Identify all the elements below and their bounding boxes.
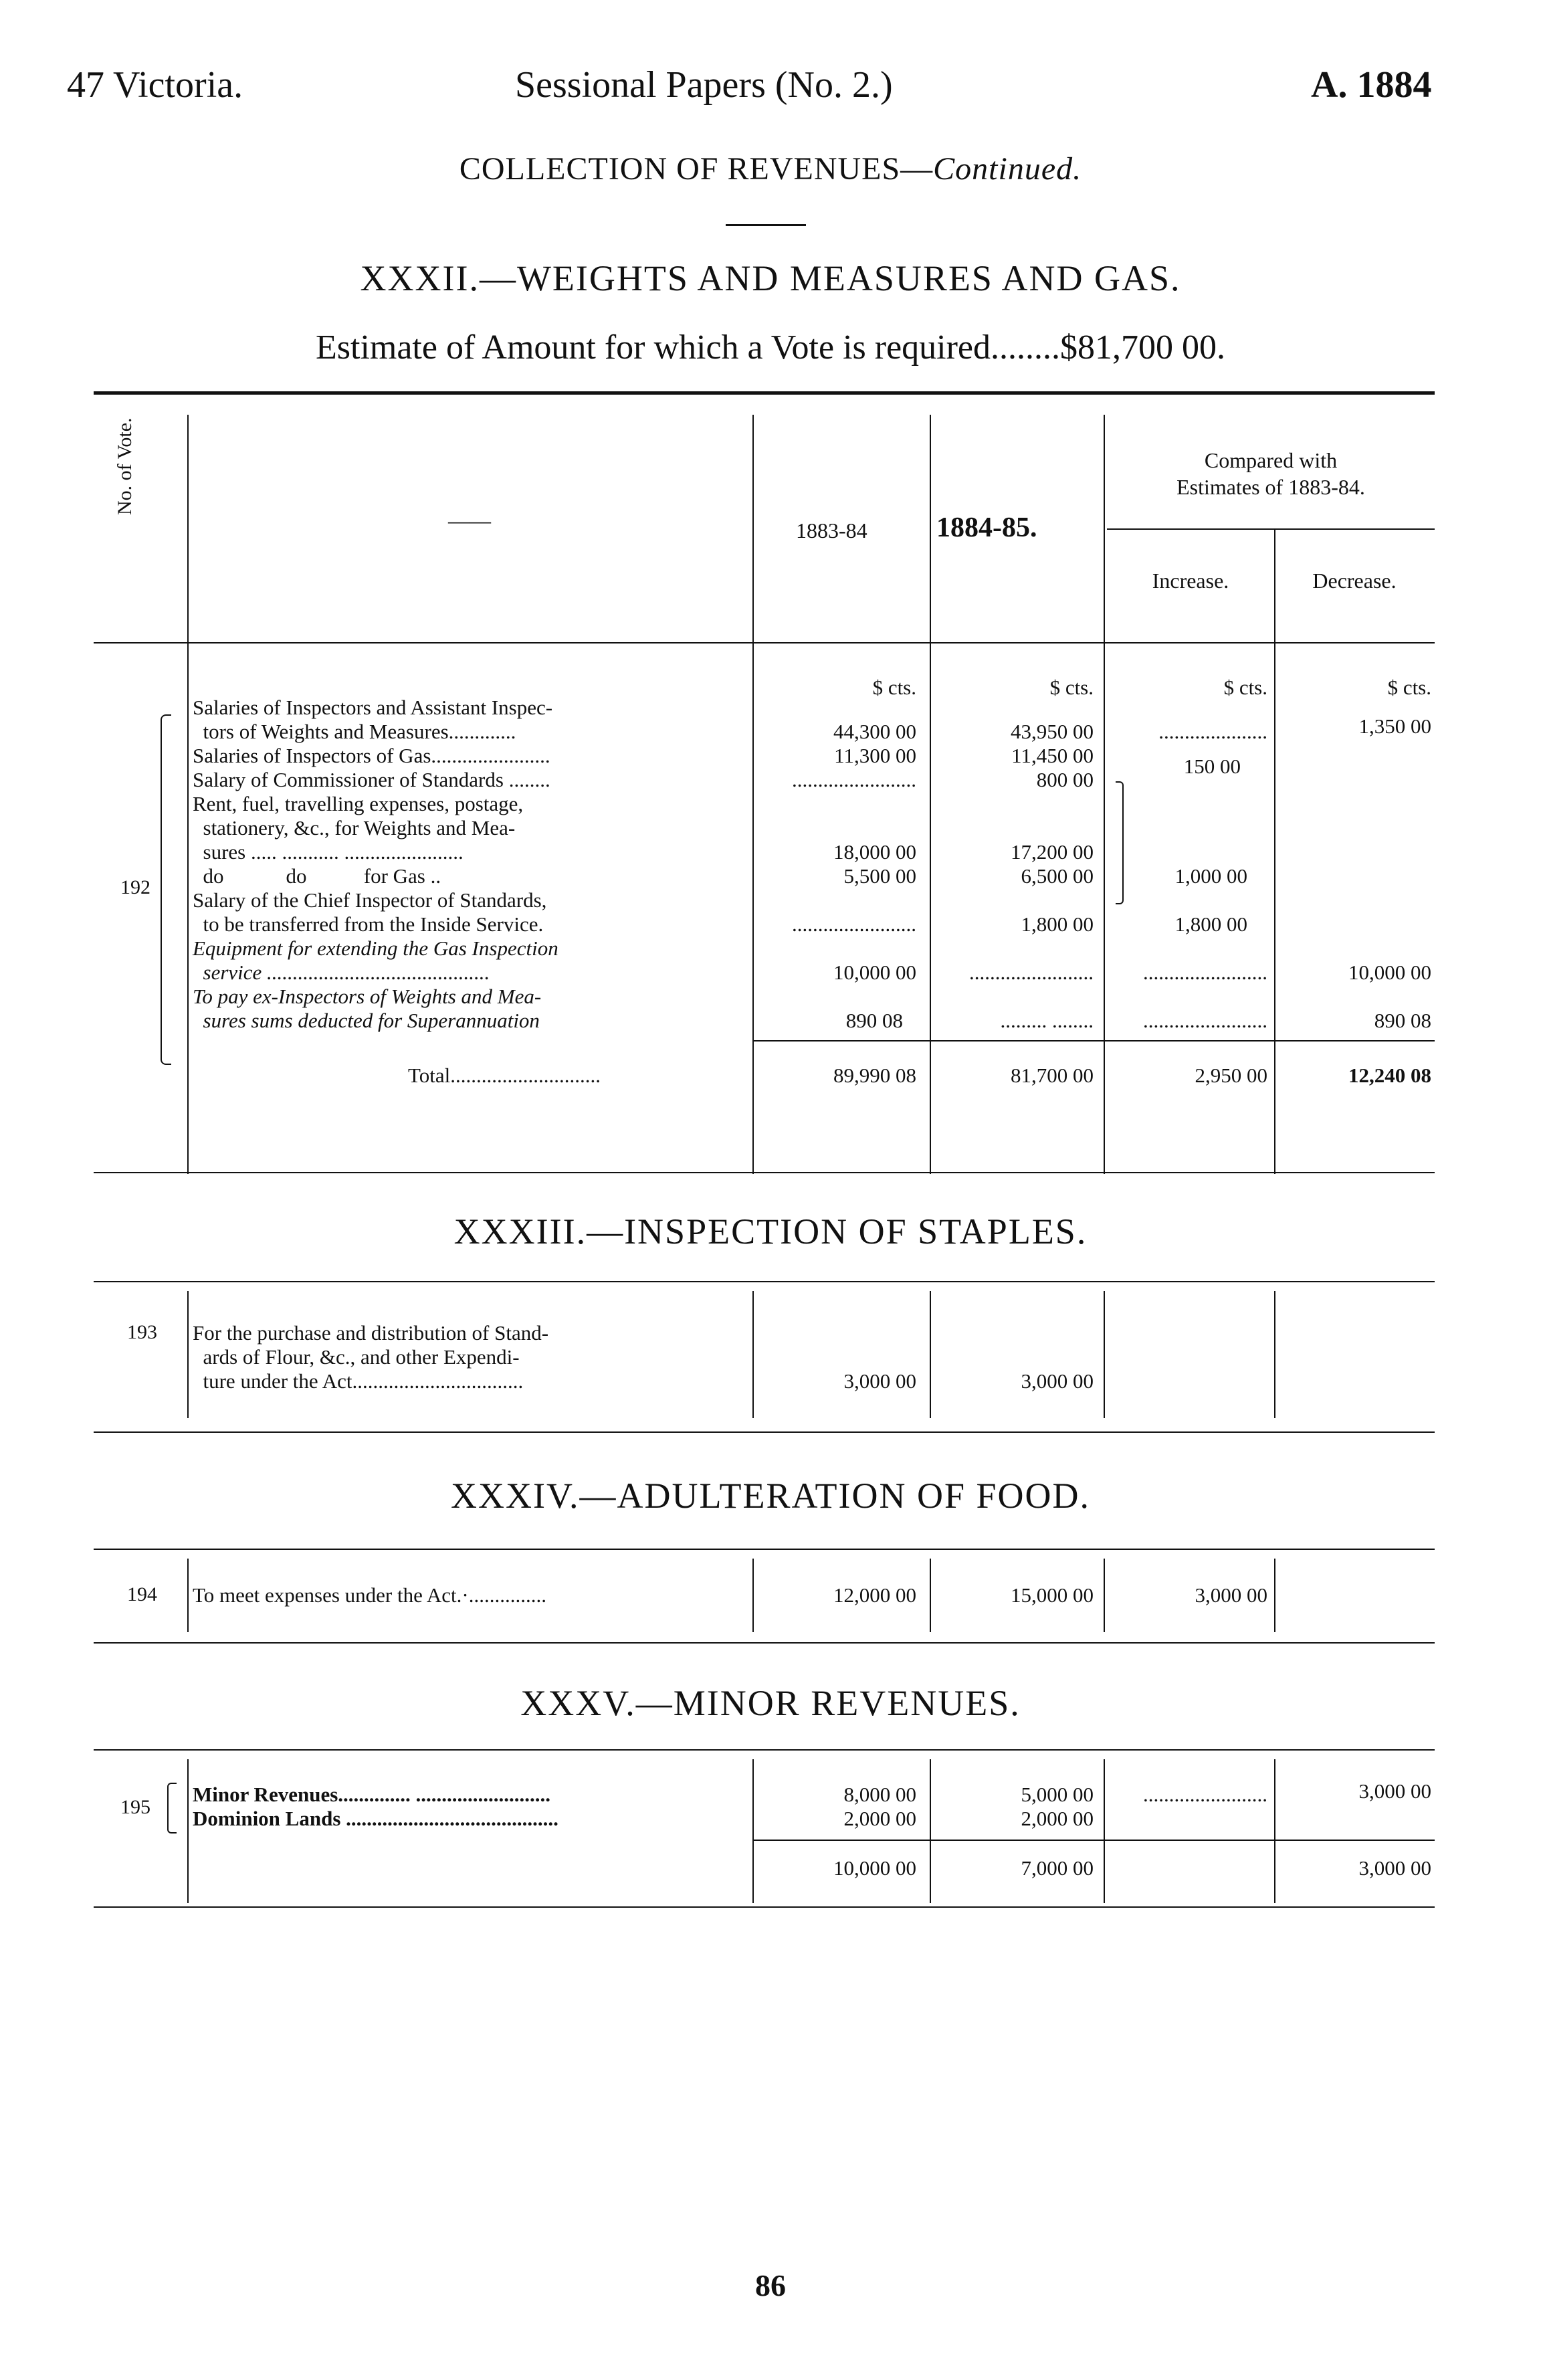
col-divider — [752, 415, 754, 1174]
total-label: Total............................. — [408, 1064, 601, 1087]
row-1884: 5,000 00 — [1021, 1783, 1094, 1806]
row-decrease: 890 08 — [1374, 1009, 1431, 1032]
row-1884: ........................ — [969, 961, 1094, 984]
row-desc: Dominion Lands ......................................... — [193, 1807, 558, 1830]
row-1884: 3,000 00 — [1021, 1369, 1094, 1393]
vote-number: 192 — [120, 876, 150, 898]
increase-header: Increase. — [1152, 569, 1229, 593]
col-divider — [187, 1759, 189, 1903]
decrease-header: Decrease. — [1312, 569, 1397, 593]
header-center: Sessional Papers (No. 2.) — [515, 64, 893, 106]
row-increase: ........................ — [1143, 1783, 1267, 1806]
row-desc: Salaries of Inspectors and Assistant Inspec- tors of Weights and Measures............. — [193, 696, 553, 743]
header-right: A. 1884 — [1311, 64, 1432, 106]
vote-number: 195 — [120, 1796, 150, 1818]
row-1883: 18,000 00 — [833, 840, 916, 864]
row-1883: 3,000 00 — [843, 1369, 916, 1393]
col-divider — [1104, 1291, 1105, 1418]
row-increase: ........................ — [1143, 961, 1267, 984]
table-bottom-rule — [94, 1906, 1435, 1908]
row-desc: To pay ex-Inspectors of Weights and Mea- sures sums deducted for Superannuation — [193, 985, 542, 1032]
row-desc: Rent, fuel, travelling expenses, postage, stationery, &c., for Weights and Mea- sures ..... ........... ....................... — [193, 792, 524, 864]
brace — [161, 714, 171, 1065]
row-increase: 1,800 00 — [1174, 912, 1247, 936]
row-1883: 5,500 00 — [843, 864, 916, 888]
row-1884: 800 00 — [1036, 768, 1094, 791]
section-rule — [94, 1642, 1435, 1644]
compared-header-2: Estimates of 1883-84. — [1176, 475, 1365, 499]
subtotal-rule — [752, 1840, 1435, 1841]
row-1884: 11,450 00 — [1011, 744, 1094, 767]
row-desc: Salaries of Inspectors of Gas....................... — [193, 744, 550, 767]
vote-col-header: No. of Vote. — [114, 417, 136, 515]
col-divider — [1274, 1559, 1275, 1632]
row-1884: 2,000 00 — [1021, 1807, 1094, 1830]
col-divider — [752, 1559, 754, 1632]
row-1883: 44,300 00 — [833, 720, 916, 743]
row-1883: 2,000 00 — [843, 1807, 916, 1830]
table-xxxii — [94, 395, 1435, 1174]
estimate-line: Estimate of Amount for which a Vote is required........$81,700 00. — [316, 328, 1225, 367]
col-divider — [752, 1291, 754, 1418]
col-divider — [1104, 1559, 1105, 1632]
row-1883: 12,000 00 — [833, 1583, 916, 1607]
subtotal-rule — [752, 1040, 1435, 1042]
col-1883-header: 1883-84 — [796, 518, 867, 542]
header-rule — [94, 642, 1435, 643]
col-divider — [930, 415, 931, 1174]
particulars-dash: —— — [448, 508, 491, 532]
row-1884: 6,500 00 — [1021, 864, 1094, 888]
total-decrease: 3,000 00 — [1358, 1856, 1431, 1880]
col-divider — [1274, 1759, 1275, 1903]
row-desc: To meet expenses under the Act.·............... — [193, 1583, 546, 1607]
col-divider — [930, 1559, 931, 1632]
row-decrease: 3,000 00 — [1358, 1779, 1431, 1803]
row-1883: ........................ — [792, 912, 916, 936]
col-divider — [930, 1291, 931, 1418]
header-left: 47 Victoria. — [67, 64, 243, 106]
row-increase: 3,000 00 — [1195, 1583, 1267, 1607]
row-1884: 1,800 00 — [1021, 912, 1094, 936]
row-1884: ......... ........ — [1000, 1009, 1094, 1032]
col-divider — [1104, 1759, 1105, 1903]
row-desc: Salary of Commissioner of Standards ........ — [193, 768, 550, 791]
vote-number: 193 — [127, 1321, 157, 1343]
table-xxxiii — [94, 1281, 1435, 1428]
section-xxxii-title: XXXII.—WEIGHTS AND MEASURES AND GAS. — [360, 258, 1181, 298]
cts-label: $ cts. — [872, 676, 916, 699]
total-1883: 10,000 00 — [833, 1856, 916, 1880]
row-increase: 1,000 00 — [1174, 864, 1247, 888]
row-1883: 8,000 00 — [843, 1783, 916, 1806]
col-divider — [930, 1759, 931, 1903]
col-divider — [187, 415, 189, 1174]
compared-header: Compared with — [1204, 448, 1338, 472]
running-head — [0, 64, 1541, 117]
compared-rule — [1107, 528, 1435, 530]
row-increase: ........................ — [1143, 1009, 1267, 1032]
cts-label: $ cts. — [1387, 676, 1431, 699]
col-1884-header: 1884-85. — [936, 512, 1037, 543]
row-desc: Equipment for extending the Gas Inspection service ........................................... — [193, 936, 558, 984]
table-bottom-rule — [94, 1172, 1435, 1173]
row-desc: do do for Gas .. — [193, 864, 441, 888]
section-rule — [94, 1431, 1435, 1433]
table-xxxv — [94, 1749, 1435, 1906]
row-1883: ........................ — [792, 768, 916, 791]
total-1884: 81,700 00 — [1011, 1064, 1094, 1087]
row-1883: 890 08 — [845, 1009, 903, 1032]
row-1884: 43,950 00 — [1011, 720, 1094, 743]
row-1884: 17,200 00 — [1011, 840, 1094, 864]
col-divider — [1104, 415, 1105, 1174]
col-divider — [1274, 528, 1275, 1174]
section-xxxv-title: XXXV.—MINOR REVENUES. — [520, 1683, 1021, 1723]
page-number: 86 — [755, 2268, 786, 2302]
cts-label: $ cts. — [1049, 676, 1094, 699]
col-divider — [1274, 1291, 1275, 1418]
short-rule — [726, 224, 806, 226]
col-divider — [187, 1291, 189, 1418]
row-1883: 10,000 00 — [833, 961, 916, 984]
col-divider — [752, 1759, 754, 1903]
row-decrease: 10,000 00 — [1348, 961, 1431, 984]
col-divider — [187, 1559, 189, 1632]
brace — [167, 1783, 177, 1833]
vote-number: 194 — [127, 1583, 157, 1605]
collection-title: COLLECTION OF REVENUES—Continued. — [459, 151, 1082, 187]
row-desc: Salary of the Chief Inspector of Standards, to be transferred from the Inside Service. — [193, 888, 547, 936]
row-1883: 11,300 00 — [834, 744, 916, 767]
table-xxxiv — [94, 1549, 1435, 1642]
total-1883: 89,990 08 — [833, 1064, 916, 1087]
row-decrease: 1,350 00 — [1358, 714, 1431, 738]
section-xxxiii-title: XXXIII.—INSPECTION OF STAPLES. — [453, 1211, 1088, 1252]
row-1884: 15,000 00 — [1011, 1583, 1094, 1607]
cts-label: $ cts. — [1223, 676, 1267, 699]
row-desc: For the purchase and distribution of Stand- ards of Flour, &c., and other Expendi- ture under the Act................................. — [193, 1321, 549, 1393]
total-decrease: 12,240 08 — [1348, 1064, 1431, 1087]
total-1884: 7,000 00 — [1021, 1856, 1094, 1880]
row-increase: ..................... — [1158, 720, 1267, 743]
section-xxxiv-title: XXXIV.—ADULTERATION OF FOOD. — [450, 1476, 1091, 1516]
row-increase: 150 00 — [1183, 755, 1241, 778]
row-desc: Minor Revenues.............. .......................... — [193, 1783, 551, 1806]
total-increase: 2,950 00 — [1195, 1064, 1267, 1087]
